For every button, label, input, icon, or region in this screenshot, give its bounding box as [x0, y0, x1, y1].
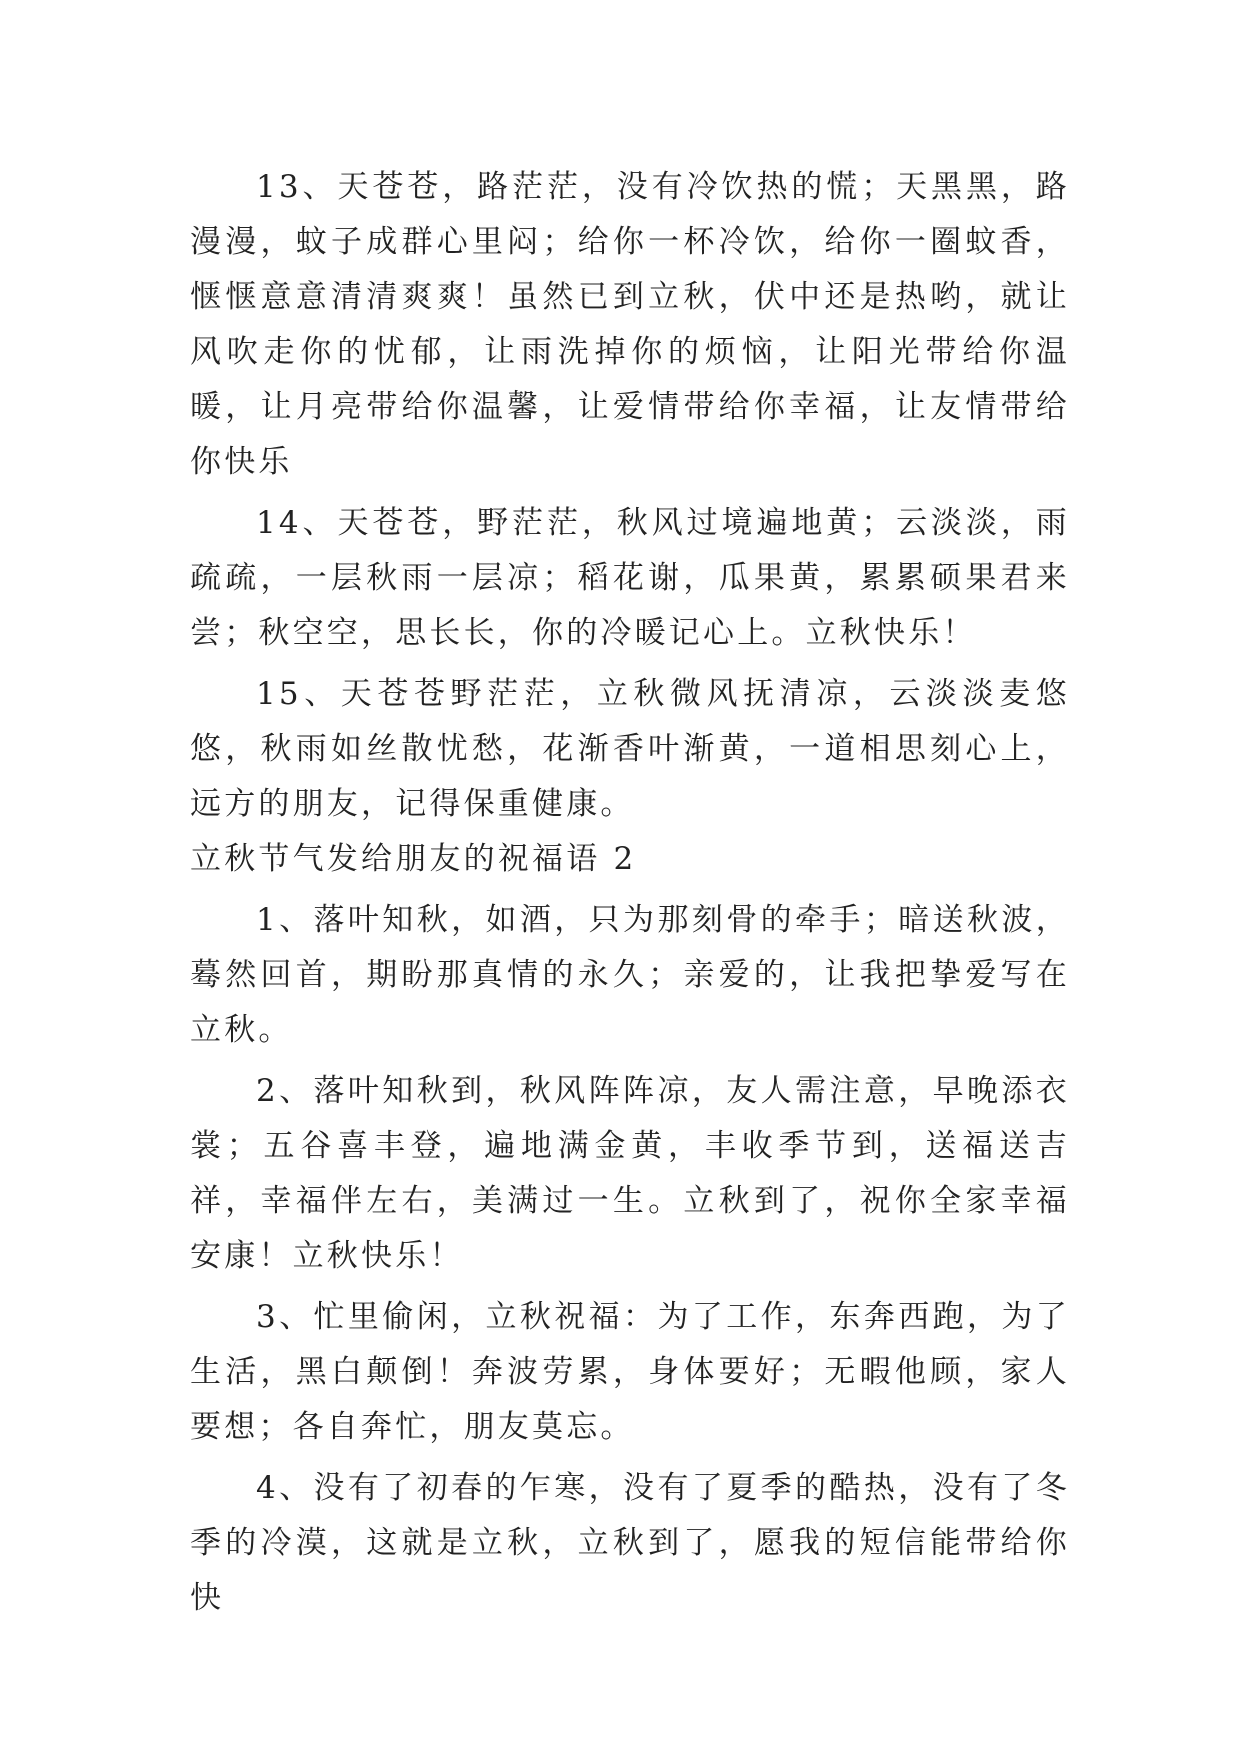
section-heading: 立秋节气发给朋友的祝福语 2: [190, 841, 637, 877]
paragraph-4: 4、没有了初春的乍寒，没有了夏季的酷热，没有了冬季的冷漠，这就是立秋，立秋到了，愿我的短信能带给你快: [190, 1470, 1070, 1616]
paragraph-13: 13、天苍苍，路茫茫，没有冷饮热的慌；天黑黑，路漫漫，蚊子成群心里闷；给你一杯冷饮，给你一圈蚊香，惬惬意意清清爽爽！虽然已到立秋，伏中还是热哟，就让风吹走你的忧郁，让雨洗掉你的烦恼，让阳光带给你温暖，让月亮带给你温馨，让爱情带给你幸福，让友情带给你快乐: [190, 169, 1070, 480]
paragraph-14: 14、天苍苍，野茫茫，秋风过境遍地黄；云淡淡，雨疏疏，一层秋雨一层凉；稻花谢，瓜果黄，累累硕果君来尝；秋空空，思长长，你的冷暖记心上。立秋快乐！: [190, 505, 1070, 651]
paragraph-1: 1、落叶知秋，如酒，只为那刻骨的牵手；暗送秋波，蓦然回首，期盼那真情的永久；亲爱的，让我把挚爱写在立秋。: [190, 902, 1070, 1048]
document-body: [190, 160, 1070, 1626]
paragraph-2: 2、落叶知秋到，秋风阵阵凉，友人需注意，早晚添衣裳；五谷喜丰登，遍地满金黄，丰收季节到，送福送吉祥，幸福伴左右，美满过一生。立秋到了，祝你全家幸福安康！立秋快乐！: [190, 1073, 1070, 1274]
paragraph-15: 15、天苍苍野茫茫，立秋微风抚清凉，云淡淡麦悠悠，秋雨如丝散忧愁，花渐香叶渐黄，一道相思刻心上，远方的朋友，记得保重健康。: [190, 676, 1070, 822]
paragraph-3: 3、忙里偷闲，立秋祝福：为了工作，东奔西跑，为了生活，黑白颠倒！奔波劳累，身体要好；无暇他顾，家人要想；各自奔忙，朋友莫忘。: [190, 1299, 1070, 1445]
